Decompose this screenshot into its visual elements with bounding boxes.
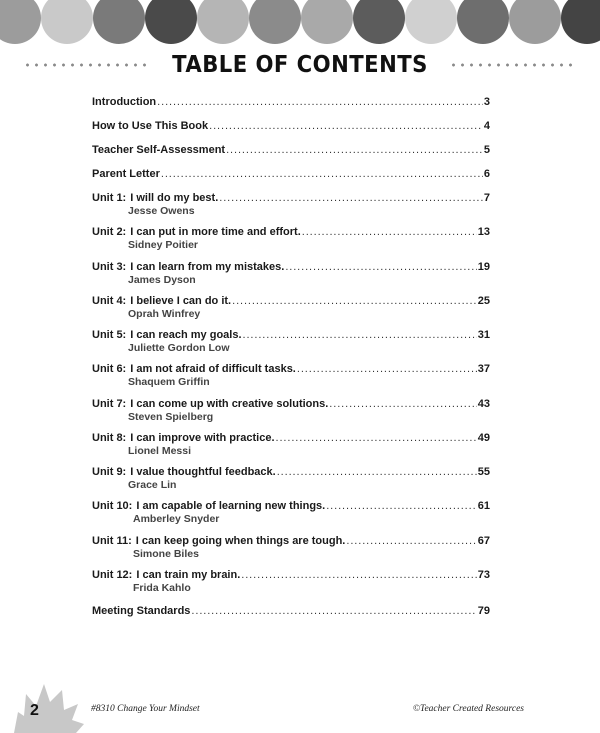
unit-label: Unit 11:: [92, 535, 132, 547]
dot-leader: [297, 363, 477, 376]
page-reference: 4: [483, 120, 490, 132]
title-row: [0, 50, 600, 80]
entry-heading: I am not afraid of difficult tasks.: [130, 363, 296, 375]
page-reference: 25: [477, 295, 490, 307]
unit-label: Unit 5:: [92, 329, 127, 341]
unit-person-name: Amberley Snyder: [133, 513, 220, 525]
page-reference: 67: [477, 535, 490, 547]
decorative-circle: [457, 0, 509, 44]
dot-leader: [329, 398, 476, 411]
page-reference: 6: [483, 168, 490, 180]
entry-heading: I can keep going when things are tough.: [135, 535, 346, 547]
dot-leader: [326, 500, 477, 513]
unit-person-name: Oprah Winfrey: [128, 308, 201, 320]
dot-leader: [302, 226, 477, 239]
toc-entry: [92, 535, 490, 561]
toc-entry: [92, 144, 490, 157]
decorative-circle: [145, 0, 197, 44]
unit-label: Unit 6:: [92, 363, 127, 375]
page-reference: 19: [477, 261, 490, 273]
decorative-circle: [93, 0, 145, 44]
unit-label: Unit 12:: [92, 569, 133, 581]
page-number-burst: [14, 682, 84, 733]
dot-leader: [285, 261, 476, 274]
page-title: TABLE OF CONTENTS: [172, 52, 428, 78]
unit-label: Unit 7:: [92, 398, 127, 410]
dot-leader: [241, 569, 476, 582]
unit-label: Unit 1:: [92, 192, 127, 204]
entry-heading: I can learn from my mistakes.: [130, 261, 285, 273]
toc-entry: [92, 96, 490, 109]
toc-entry: [92, 120, 490, 133]
dot-leader: [243, 329, 477, 342]
toc-entry: [92, 569, 490, 595]
page-reference: 79: [477, 605, 490, 617]
unit-person-name: Shaquem Griffin: [128, 376, 210, 388]
page-reference: 73: [477, 569, 490, 581]
decorative-circle: [353, 0, 405, 44]
unit-label: Unit 2:: [92, 226, 127, 238]
toc-entry: [92, 295, 490, 321]
entry-heading: How to Use This Book: [92, 120, 209, 132]
dot-leader: [346, 535, 476, 548]
footer-publisher: ©Teacher Created Resources: [412, 704, 524, 714]
page-reference: 31: [477, 329, 490, 341]
decorative-circle: [405, 0, 457, 44]
page-reference: 13: [477, 226, 490, 238]
dot-leader: [209, 120, 483, 133]
page-reference: 37: [477, 363, 490, 375]
right-dotted-rule: [449, 63, 577, 67]
dot-leader: [157, 96, 483, 109]
entry-heading: Introduction: [92, 96, 157, 108]
unit-label: Unit 4:: [92, 295, 127, 307]
unit-person-name: Lionel Messi: [128, 445, 192, 457]
decorative-circle: [509, 0, 561, 44]
page-reference: 7: [483, 192, 490, 204]
toc-entry: [92, 398, 490, 424]
entry-heading: Parent Letter: [92, 168, 160, 180]
toc-entry: [92, 500, 490, 526]
dot-leader: [276, 432, 477, 445]
entry-heading: I can improve with practice.: [130, 432, 275, 444]
unit-person-name: Simone Biles: [133, 548, 199, 560]
unit-label: Unit 8:: [92, 432, 127, 444]
dot-leader: [219, 192, 483, 205]
entry-heading: I can reach my goals.: [130, 329, 242, 341]
unit-person-name: Frida Kahlo: [133, 582, 191, 594]
decorative-circle: [301, 0, 353, 44]
toc-entry: [92, 363, 490, 389]
toc-entry: [92, 226, 490, 252]
toc-entry: [92, 605, 490, 618]
decorative-circle: [41, 0, 93, 44]
dot-leader: [277, 466, 477, 479]
unit-person-name: Grace Lin: [128, 479, 177, 491]
entry-heading: I believe I can do it.: [130, 295, 232, 307]
entry-heading: I value thoughtful feedback.: [130, 466, 276, 478]
unit-person-name: Juliette Gordon Low: [128, 342, 230, 354]
entry-heading: Teacher Self-Assessment: [92, 144, 226, 156]
page-reference: 55: [477, 466, 490, 478]
unit-label: Unit 9:: [92, 466, 127, 478]
toc-entry: [92, 192, 490, 218]
decorative-circle: [197, 0, 249, 44]
decorative-circle: [0, 0, 41, 44]
decorative-circle: [561, 0, 600, 44]
toc-entry: [92, 329, 490, 355]
unit-person-name: Jesse Owens: [128, 205, 195, 217]
toc-entry: [92, 261, 490, 287]
decorative-circle-border: [0, 0, 600, 48]
left-dotted-rule: [23, 63, 151, 67]
page-reference: 43: [477, 398, 490, 410]
dot-leader: [191, 605, 476, 618]
dot-leader: [226, 144, 483, 157]
decorative-circle: [249, 0, 301, 44]
page-reference: 61: [477, 500, 490, 512]
entry-heading: I am capable of learning new things.: [136, 500, 326, 512]
page-reference: 5: [483, 144, 490, 156]
dot-leader: [161, 168, 483, 181]
entry-heading: I can put in more time and effort.: [130, 226, 301, 238]
unit-person-name: Sidney Poitier: [128, 239, 199, 251]
dot-leader: [232, 295, 477, 308]
toc-entry: [92, 466, 490, 492]
unit-person-name: James Dyson: [128, 274, 196, 286]
toc-entry: [92, 168, 490, 181]
entry-heading: I can come up with creative solutions.: [130, 398, 329, 410]
entry-heading: Meeting Standards: [92, 605, 191, 617]
unit-label: Unit 10:: [92, 500, 133, 512]
page-reference: 3: [483, 96, 490, 108]
page-number: 2: [30, 702, 39, 719]
footer-book-title: #8310 Change Your Mindset: [91, 704, 200, 714]
entry-heading: I can train my brain.: [136, 569, 241, 581]
unit-label: Unit 3:: [92, 261, 127, 273]
page-reference: 49: [477, 432, 490, 444]
entry-heading: I will do my best.: [130, 192, 219, 204]
unit-person-name: Steven Spielberg: [128, 411, 214, 423]
toc-entry: [92, 432, 490, 458]
